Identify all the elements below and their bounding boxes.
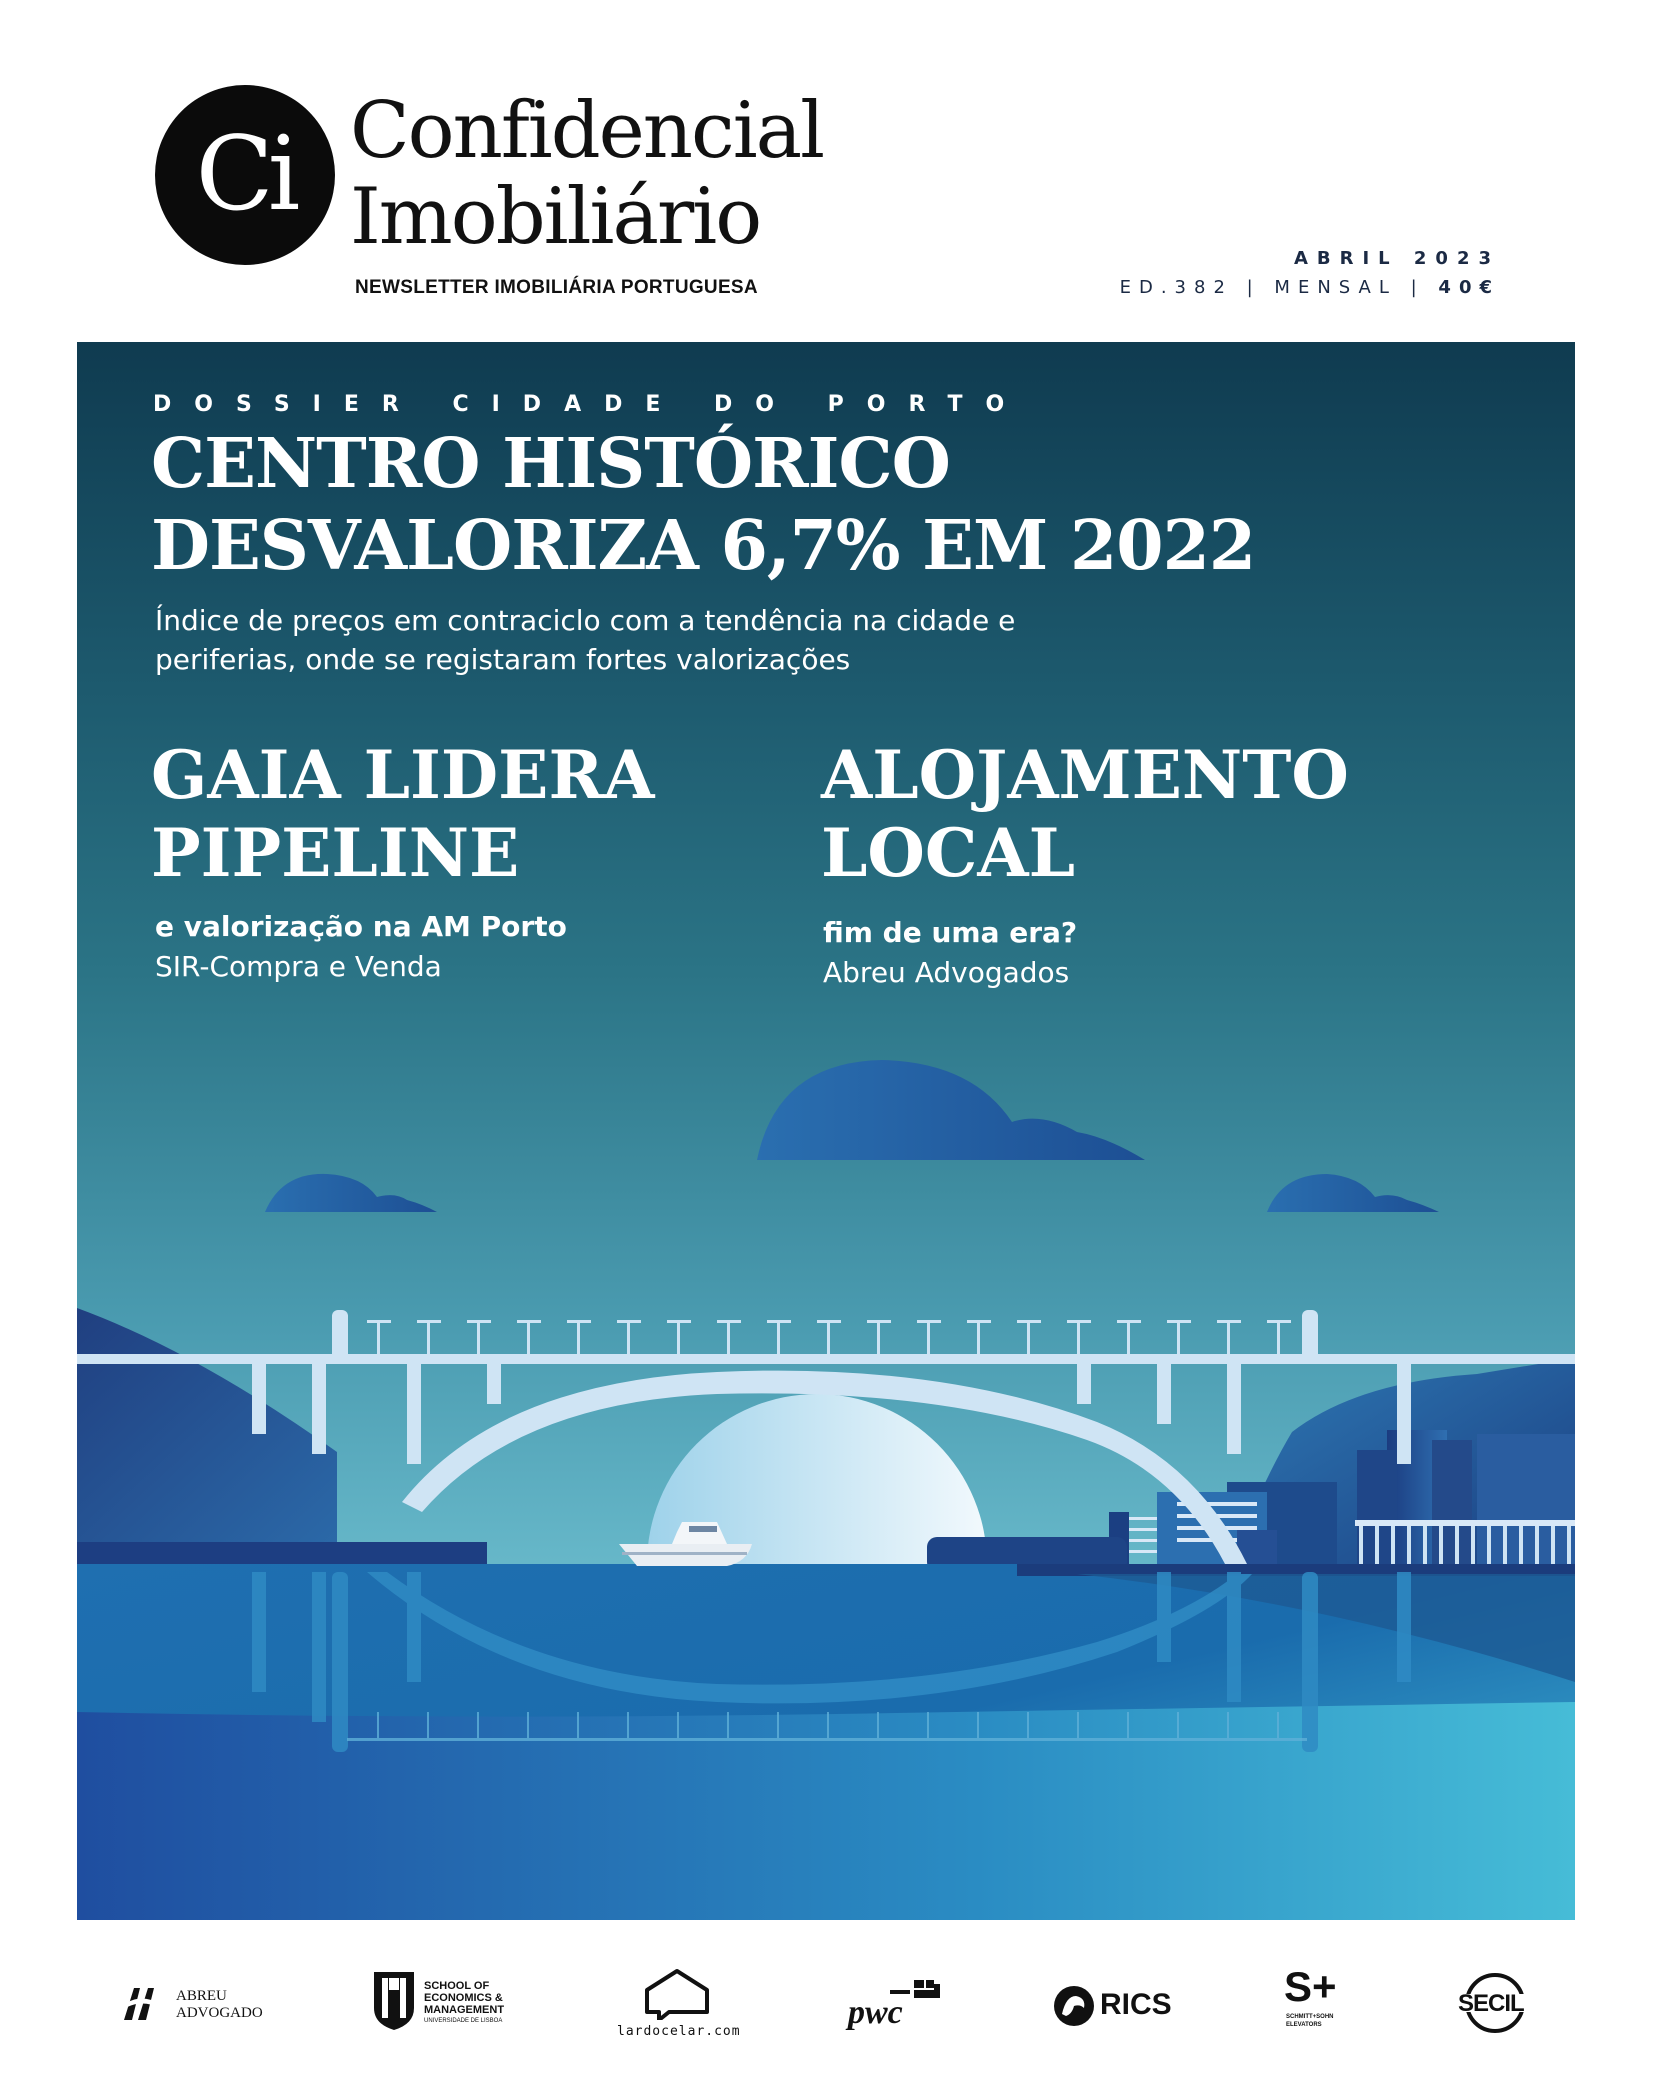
abreu-line2: ADVOGADO [176, 2005, 263, 2021]
right-buildings [927, 1430, 1575, 1572]
sponsor-abreu-logo [120, 1968, 290, 2038]
sponsor-lardocelar-logo [617, 1968, 741, 2039]
story-alojamento-source: Abreu Advogados [823, 956, 1070, 989]
rics-name: RICS [1100, 1988, 1172, 2021]
story-gaia-title-line2: PIPELINE [151, 814, 520, 892]
story-alojamento-subtitle: fim de uma era? [823, 916, 1078, 949]
iseg-shield-icon [372, 1970, 416, 2032]
cover-panel [77, 342, 1575, 1920]
rics-lion-icon [1052, 1984, 1096, 2028]
cloud-right [1267, 1174, 1439, 1212]
sponsor-iseg-logo [372, 1968, 522, 2038]
iseg-line1: SCHOOL OF [424, 1980, 490, 1992]
sponsor-pwc-logo [848, 1968, 948, 2038]
story-gaia-title-line1: GAIA LIDERA [151, 736, 655, 814]
sponsor-secil-logo [1456, 1968, 1536, 2038]
left-quay [77, 1542, 487, 1564]
cloud-left [265, 1174, 437, 1212]
abreu-mark-icon [120, 1982, 162, 2024]
issue-price: 40€ [1438, 277, 1500, 298]
abreu-line1: ABREU [176, 1988, 227, 2004]
cloud-large [757, 1060, 1145, 1160]
river-bottom [77, 1702, 1575, 1920]
main-headline-line2: DESVALORIZA 6,7% EM 2022 [151, 506, 1256, 586]
main-headline-line1: CENTRO HISTÓRICO [151, 424, 950, 504]
brand-name-line2: Imobiliário [350, 172, 761, 262]
iseg-line4: UNIVERSIDADE DE LISBOA [424, 2018, 503, 2024]
main-subheadline-line1: Índice de preços em contraciclo com a tendência na cidade e [155, 604, 1016, 637]
schmitt-line1: SCHMITT+SOHN [1286, 2014, 1334, 2020]
iseg-line3: MANAGEMENT [424, 2004, 505, 2016]
issue-meta: ED.382 | MENSAL | 40€ [1119, 277, 1500, 298]
pwc-name: pwc [848, 1994, 903, 2031]
issue-frequency: MENSAL [1274, 277, 1397, 298]
brand-tagline: NEWSLETTER IMOBILIÁRIA PORTUGUESA [355, 277, 758, 298]
secil-name: SECIL [1458, 1990, 1524, 2017]
schmitt-mark: S+ [1284, 1963, 1337, 2010]
brand-name-line1: Confidencial [350, 86, 824, 176]
main-subheadline-line2: periferias, onde se registaram fortes valorizações [155, 643, 851, 676]
issue-date: ABRIL 2023 [1293, 248, 1500, 269]
story-alojamento-title-line2: LOCAL [821, 814, 1076, 892]
story-gaia-subtitle: e valorização na AM Porto [155, 910, 567, 943]
issue-edition: ED.382 [1119, 277, 1233, 298]
brand-logo-mark: Ci [195, 115, 295, 234]
schmitt-line2: ELEVATORS [1286, 2022, 1322, 2028]
house-chat-icon [641, 1968, 713, 2020]
sponsor-schmitt-logo [1284, 1963, 1364, 2038]
lardocelar-name: lardocelar.com [617, 2024, 741, 2039]
story-alojamento-title-line1: ALOJAMENTO [821, 736, 1349, 814]
dossier-kicker: DOSSIER CIDADE DO PORTO [153, 392, 1028, 417]
sponsor-rics-logo [1052, 1968, 1182, 2038]
left-hill [77, 1308, 337, 1547]
iseg-line2: ECONOMICS & [424, 1992, 503, 2004]
story-gaia-source: SIR-Compra e Venda [155, 950, 442, 983]
